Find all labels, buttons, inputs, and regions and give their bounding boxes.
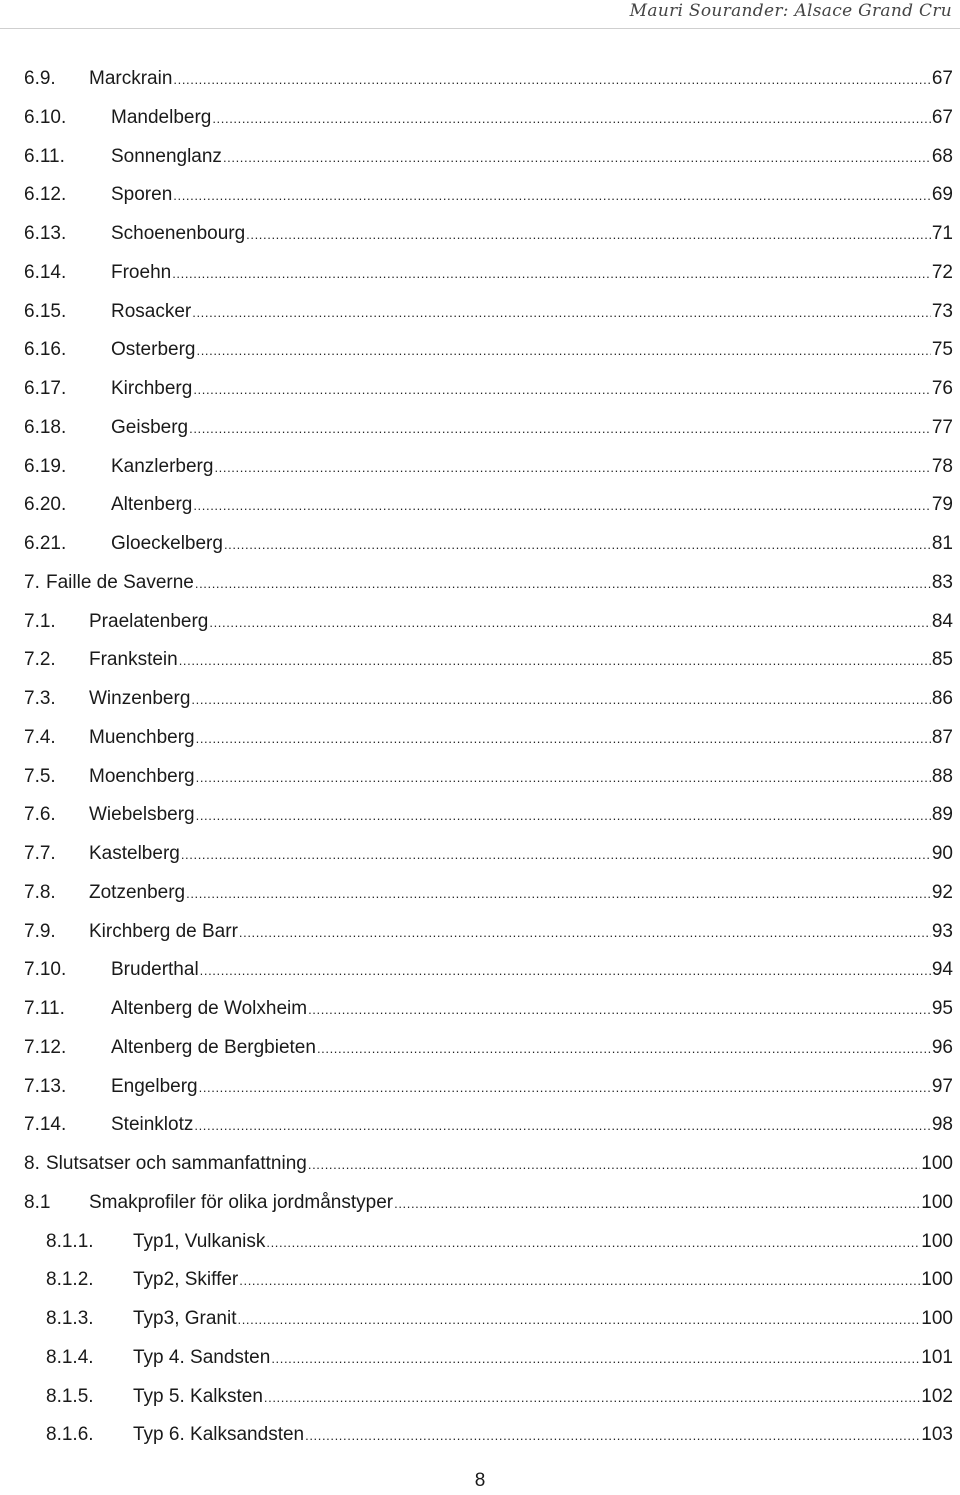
toc-dot-leader (196, 797, 931, 835)
toc-entry-title: Osterberg (111, 339, 196, 361)
toc-entry-title: Typ 4. Sandsten (133, 1346, 271, 1368)
toc-entry-number: 6.12. (24, 184, 67, 206)
toc-dot-leader (271, 1340, 920, 1378)
toc-entry-number: 7.9. (24, 920, 56, 942)
toc-entry-title: Typ2, Skiffer (133, 1269, 239, 1291)
toc-entry[interactable] (46, 1378, 953, 1416)
toc-entry-page: 100 (921, 1191, 953, 1213)
toc-entry[interactable] (24, 99, 953, 137)
toc-entry-page: 75 (931, 339, 953, 361)
toc-entry-page: 72 (931, 261, 953, 283)
toc-entry[interactable] (24, 564, 953, 602)
toc-dot-leader (394, 1185, 920, 1223)
toc-entry-number: 7.5. (24, 765, 56, 787)
toc-dot-leader (195, 565, 931, 603)
toc-entry-page: 100 (921, 1308, 953, 1329)
toc-entry-page: 69 (931, 184, 953, 206)
toc-entry-title: Kirchberg de Barr (89, 920, 238, 942)
toc-dot-leader (172, 255, 931, 293)
toc-entry-number: 6.15. (24, 300, 67, 322)
toc-entry[interactable] (24, 603, 953, 641)
toc-entry[interactable] (24, 176, 953, 214)
toc-entry-page: 93 (931, 920, 953, 942)
toc-dot-leader (189, 410, 931, 448)
toc-entry-title: Faille de Saverne (46, 571, 194, 593)
toc-entry-page: 73 (931, 300, 953, 322)
toc-entry-number: 7.7. (24, 843, 56, 864)
toc-entry-number: 8.1.6. (46, 1424, 94, 1446)
toc-entry-title: Altenberg de Wolxheim (111, 998, 308, 1019)
toc-entry-page: 101 (921, 1346, 953, 1368)
toc-entry-page: 81 (931, 533, 953, 554)
toc-entry[interactable] (24, 1068, 953, 1106)
toc-entry-number: 7.11. (24, 998, 65, 1019)
toc-dot-leader (308, 1146, 920, 1184)
toc-dot-leader (264, 1379, 920, 1417)
toc-entry-page: 83 (931, 571, 953, 593)
toc-entry-page: 76 (931, 378, 953, 399)
toc-entry-number: 6.16. (24, 339, 67, 361)
toc-entry-number: 6.17. (24, 378, 67, 399)
toc-entry-number: 8. (24, 1153, 40, 1174)
toc-entry-title: Typ1, Vulkanisk (133, 1230, 266, 1252)
toc-entry-number: 7. (24, 571, 40, 593)
toc-entry-page: 77 (931, 416, 953, 438)
toc-entry[interactable] (46, 1339, 953, 1377)
toc-entry-page: 85 (931, 649, 953, 671)
toc-entry[interactable] (24, 951, 953, 989)
toc-entry-number: 6.14. (24, 261, 67, 283)
page-header (0, 0, 960, 29)
toc-entry-title: Engelberg (111, 1075, 198, 1097)
toc-entry[interactable] (24, 913, 953, 951)
toc-dot-leader (239, 914, 931, 952)
toc-entry-page: 97 (931, 1075, 953, 1097)
toc-entry-page: 100 (921, 1269, 953, 1291)
toc-entry[interactable] (24, 370, 953, 408)
toc-entry-page: 78 (931, 455, 953, 477)
toc-entry-title: Typ3, Granit (133, 1308, 237, 1329)
toc-dot-leader (266, 1224, 920, 1262)
toc-dot-leader (196, 720, 931, 758)
toc-entry-title: Schoenenbourg (111, 223, 246, 244)
toc-entry-title: Smakprofiler för olika jordmånstyper (89, 1191, 394, 1213)
toc-entry[interactable] (24, 758, 953, 796)
toc-entry-title: Muenchberg (89, 726, 195, 748)
toc-entry-title: Gloeckelberg (111, 533, 223, 554)
toc-entry-number: 8.1.3. (46, 1308, 94, 1329)
toc-entry-page: 94 (931, 959, 953, 981)
toc-entry-title: Sonnenglanz (111, 145, 222, 167)
toc-entry-number: 7.4. (24, 726, 56, 748)
toc-entry-number: 6.11. (24, 145, 65, 167)
toc-entry-title: Typ 6. Kalksandsten (133, 1424, 305, 1446)
toc-dot-leader (173, 177, 931, 215)
toc-dot-leader (196, 759, 931, 797)
toc-entry-title: Sporen (111, 184, 173, 206)
toc-dot-leader (223, 139, 931, 177)
toc-entry[interactable] (24, 293, 953, 331)
toc-entry[interactable] (24, 641, 953, 679)
toc-entry-title: Altenberg de Bergbieten (111, 1036, 316, 1058)
toc-entry[interactable] (24, 1184, 953, 1222)
toc-entry[interactable] (24, 409, 953, 447)
toc-entry-number: 8.1 (24, 1191, 51, 1213)
toc-entry-title: Zotzenberg (89, 881, 186, 903)
toc-entry-number: 7.6. (24, 804, 56, 826)
toc-entry-number: 6.21. (24, 533, 67, 554)
toc-dot-leader (194, 1107, 930, 1145)
toc-entry-page: 98 (931, 1114, 953, 1136)
toc-entry-title: Steinklotz (111, 1114, 194, 1136)
toc-entry-title: Wiebelsberg (89, 804, 195, 826)
toc-entry-number: 7.2. (24, 649, 56, 671)
toc-entry[interactable] (24, 1106, 953, 1144)
toc-entry-title: Froehn (111, 261, 172, 283)
toc-entry[interactable] (24, 874, 953, 912)
toc-entry-number: 6.9. (24, 68, 56, 89)
toc-entry-title: Bruderthal (111, 959, 199, 981)
toc-entry-title: Typ 5. Kalksten (133, 1385, 263, 1407)
toc-dot-leader (196, 332, 930, 370)
toc-dot-leader (305, 1417, 920, 1455)
toc-dot-leader (186, 875, 931, 913)
toc-dot-leader (214, 449, 930, 487)
toc-entry-number: 6.18. (24, 416, 67, 438)
toc-dot-leader (179, 642, 931, 680)
toc-entry-number: 6.10. (24, 106, 67, 128)
header-title: Mauri Sourander: Alsace Grand Cru (629, 1, 952, 21)
toc-entry-title: Moenchberg (89, 765, 195, 787)
toc-entry-number: 6.20. (24, 494, 67, 516)
toc-entry-page: 79 (931, 494, 953, 516)
toc-entry[interactable] (24, 796, 953, 834)
toc-dot-leader (181, 836, 931, 874)
toc-entry-title: Marckrain (89, 68, 173, 89)
toc-entry-number: 7.10. (24, 959, 67, 981)
toc-entry-title: Altenberg (111, 494, 193, 516)
toc-entry-title: Winzenberg (89, 688, 191, 709)
toc-dot-leader (191, 681, 930, 719)
toc-entry-page: 87 (931, 726, 953, 748)
toc-entry-page: 67 (931, 106, 953, 128)
toc-entry-number: 7.8. (24, 881, 56, 903)
toc-entry[interactable] (24, 331, 953, 369)
toc-dot-leader (199, 1069, 931, 1107)
toc-entry-title: Geisberg (111, 416, 189, 438)
toc-dot-leader (200, 952, 931, 990)
toc-entry-number: 8.1.2. (46, 1269, 94, 1291)
toc-entry-page: 92 (931, 881, 953, 903)
toc-entry[interactable] (46, 1416, 953, 1454)
toc-entry-page: 100 (921, 1153, 953, 1174)
toc-dot-leader (239, 1262, 920, 1300)
toc-entry[interactable] (46, 1261, 953, 1299)
toc-dot-leader (192, 294, 931, 332)
toc-dot-leader (238, 1301, 921, 1339)
toc-dot-leader (173, 61, 930, 99)
toc-entry-page: 84 (931, 610, 953, 632)
toc-entry-page: 71 (931, 223, 953, 244)
toc-entry[interactable] (24, 525, 953, 563)
toc-entry[interactable] (24, 486, 953, 524)
toc-entry-page: 67 (931, 68, 953, 89)
toc-entry-page: 88 (931, 765, 953, 787)
toc-dot-leader (246, 216, 931, 254)
toc-entry-number: 7.3. (24, 688, 56, 709)
toc-entry-page: 68 (931, 145, 953, 167)
toc-dot-leader (209, 604, 930, 642)
toc-dot-leader (224, 526, 931, 564)
toc-dot-leader (308, 991, 931, 1029)
toc-entry-page: 100 (921, 1230, 953, 1252)
toc-entry-title: Kirchberg (111, 378, 193, 399)
toc-entry-title: Rosacker (111, 300, 192, 322)
toc-entry[interactable] (24, 448, 953, 486)
toc-entry-number: 6.13. (24, 223, 67, 244)
toc-entry-title: Frankstein (89, 649, 178, 671)
toc-entry-number: 8.1.5. (46, 1385, 94, 1407)
toc-entry[interactable] (24, 138, 953, 176)
toc-dot-leader (193, 487, 931, 525)
toc-entry[interactable] (24, 835, 953, 873)
toc-dot-leader (193, 371, 931, 409)
toc-entry-page: 95 (931, 998, 953, 1019)
toc-entry-number: 7.12. (24, 1036, 67, 1058)
toc-entry-page: 96 (931, 1036, 953, 1058)
toc-entry-number: 8.1.4. (46, 1346, 94, 1368)
toc-entry[interactable] (24, 60, 953, 98)
toc-entry-title: Slutsatser och sammanfattning (46, 1153, 307, 1174)
toc-dot-leader (212, 100, 931, 138)
toc-entry-number: 7.1. (24, 610, 56, 632)
toc-entry[interactable] (24, 254, 953, 292)
toc-entry-page: 103 (921, 1424, 953, 1446)
toc-entry-page: 89 (931, 804, 953, 826)
toc-entry[interactable] (24, 680, 953, 718)
toc-entry-title: Praelatenberg (89, 610, 209, 632)
toc-entry-title: Mandelberg (111, 106, 212, 128)
toc-entry-number: 8.1.1. (46, 1230, 94, 1252)
toc-entry[interactable] (24, 990, 953, 1028)
toc-entry-page: 86 (931, 688, 953, 709)
toc-entry[interactable] (24, 215, 953, 253)
toc-entry[interactable] (24, 719, 953, 757)
toc-entry-number: 7.14. (24, 1114, 67, 1136)
toc-entry-title: Kanzlerberg (111, 455, 214, 477)
toc-entry-number: 7.13. (24, 1075, 67, 1097)
page-number: 8 (474, 1470, 486, 1491)
toc-entry[interactable] (24, 1029, 953, 1067)
toc-entry[interactable] (46, 1300, 953, 1338)
toc-entry[interactable] (46, 1223, 953, 1261)
toc-entry[interactable] (24, 1145, 953, 1183)
toc-entry-number: 6.19. (24, 455, 67, 477)
toc-entry-title: Kastelberg (89, 843, 180, 864)
toc-dot-leader (317, 1030, 931, 1068)
toc-entry-page: 90 (931, 843, 953, 864)
toc-entry-page: 102 (921, 1385, 953, 1407)
